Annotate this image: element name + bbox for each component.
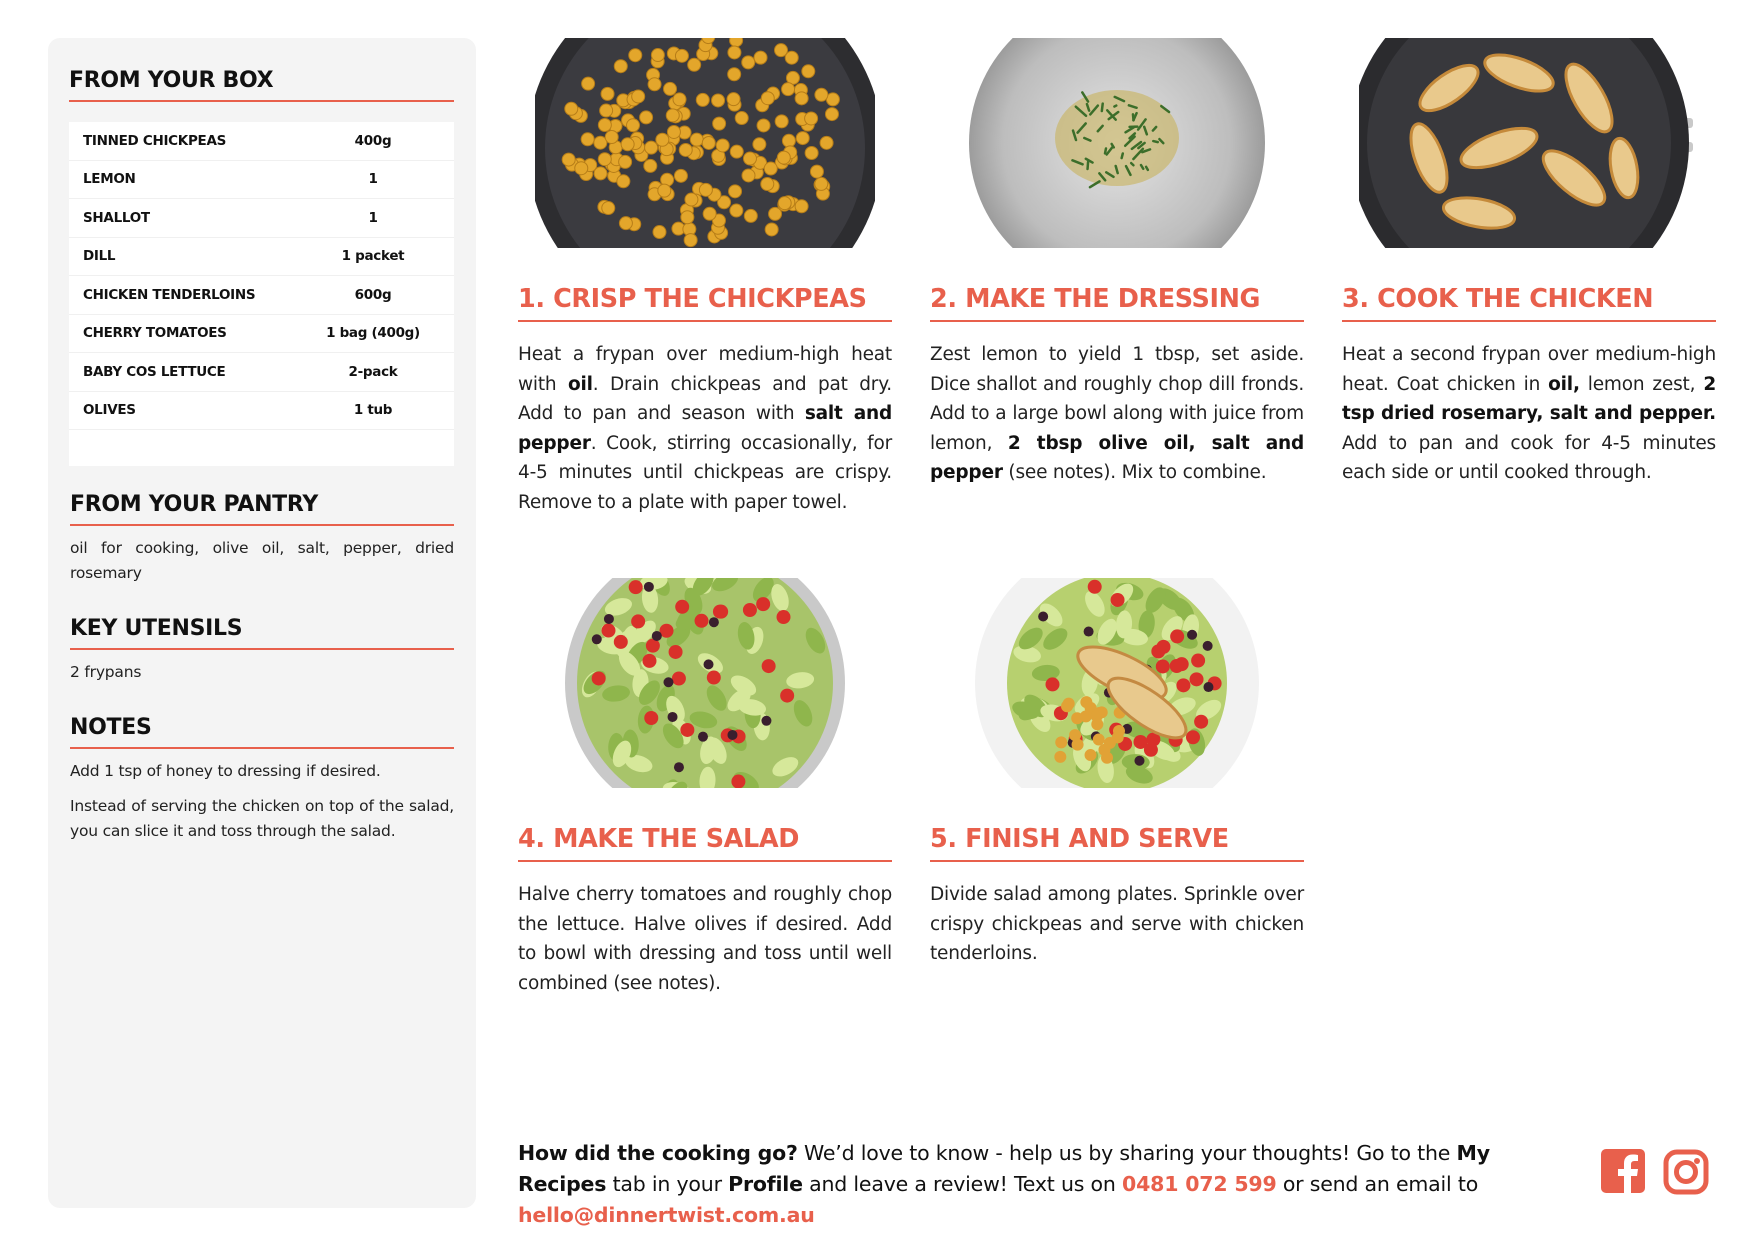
- step-4: [518, 578, 892, 998]
- ingredient-quantity: 1: [368, 171, 378, 188]
- ingredient-row: [69, 392, 454, 431]
- bold-text: oil: [567, 373, 593, 395]
- text-run: . Cook, stirring occasionally, for 4-5 minutes until chickpeas are crispy. Remove to a plate with paper towel.: [518, 432, 892, 513]
- ingredient-name: CHICKEN TENDERLOINS: [83, 286, 256, 303]
- feedback-footer: [518, 1138, 1568, 1231]
- text-run: Heat a frypan over medium-high heat with: [518, 344, 892, 395]
- ingredient-quantity: 1: [368, 209, 378, 226]
- step-5: [930, 578, 1304, 969]
- text-run: Heat a second frypan over medium-high heat. Coat chicken in: [1342, 344, 1716, 395]
- step-instructions: [930, 340, 1304, 488]
- ingredient-name: LEMON: [83, 171, 136, 188]
- ingredient-row: [69, 238, 454, 277]
- step-title: 3. COOK THE CHICKEN: [1342, 284, 1716, 322]
- notes-section: [69, 715, 454, 844]
- text-run: (see notes). Mix to combine.: [1002, 462, 1267, 483]
- ingredient-name: TINNED CHICKPEAS: [83, 132, 227, 149]
- ingredient-quantity: 1 tub: [353, 402, 393, 419]
- ingredient-name: SHALLOT: [83, 209, 150, 226]
- chicken-in-frypan-image: [1359, 38, 1699, 248]
- ingredient-name: BABY COS LETTUCE: [83, 363, 226, 380]
- ingredient-name: CHERRY TOMATOES: [83, 325, 227, 342]
- ingredient-name: OLIVES: [83, 402, 136, 419]
- step-title: 2. MAKE THE DRESSING: [930, 284, 1304, 322]
- ingredient-quantity: 1 packet: [341, 248, 405, 265]
- text-run: tab in your: [606, 1172, 729, 1196]
- step-3: [1342, 38, 1716, 488]
- ingredient-quantity: 1 bag (400g): [326, 325, 420, 342]
- step-instructions: [930, 880, 1304, 969]
- contact-link[interactable]: 0481 072 599: [1122, 1172, 1277, 1196]
- ingredient-row: [69, 122, 454, 161]
- bold-text: How did the cooking go?: [518, 1141, 798, 1165]
- pantry-text: oil for cooking, olive oil, salt, pepper, dried rosemary: [70, 539, 454, 582]
- text-run: and leave a review! Text us on: [802, 1172, 1122, 1196]
- ingredient-name: DILL: [83, 248, 116, 265]
- utensils-text: 2 frypans: [70, 663, 142, 681]
- chickpeas-in-frypan-image: [535, 38, 875, 248]
- text-run: Zest lemon to yield 1 tbsp, set aside. Dice shallot and roughly chop dill fronds. Add to a large bowl along with juice from lemon,: [930, 344, 1304, 454]
- from-your-pantry-heading: FROM YOUR PANTRY: [70, 492, 454, 526]
- step-title: 1. CRISP THE CHICKPEAS: [518, 284, 892, 322]
- contact-link[interactable]: hello@dinnertwist.com.au: [518, 1203, 815, 1227]
- ingredient-row: [69, 276, 454, 315]
- text-run: lemon zest,: [1579, 373, 1704, 395]
- text-run: Halve cherry tomatoes and roughly chop the lettuce. Halve olives if desired. Add to bowl with dressing and toss until well combined (see notes).: [518, 884, 892, 994]
- step-photo-plated: [930, 578, 1304, 788]
- bold-text: My Recipes: [518, 1141, 1490, 1196]
- step-photo-chicken: [1342, 38, 1716, 248]
- text-run: Divide salad among plates. Sprinkle over crispy chickpeas and serve with chicken tenderloins.: [930, 884, 1304, 964]
- facebook-icon[interactable]: [1600, 1148, 1646, 1194]
- step-photo-chickpeas: [518, 38, 892, 248]
- step-instructions: [518, 880, 892, 998]
- box-ingredients-table: [69, 122, 454, 466]
- note-item: Instead of serving the chicken on top of the salad, you can slice it and toss through the salad.: [70, 797, 454, 840]
- ingredients-sidebar: [48, 38, 476, 1208]
- ingredient-row: [69, 199, 454, 238]
- bold-text: oil,: [1548, 373, 1580, 395]
- ingredient-quantity: 400g: [354, 132, 392, 149]
- text-run: . Drain chickpeas and pat dry. Add to pan and season with: [518, 373, 892, 424]
- text-run: Add to pan and cook for 4-5 minutes each side or until cooked through.: [1342, 432, 1716, 483]
- bold-text: 2 tsp dried rosemary, salt and pepper.: [1342, 373, 1717, 424]
- note-item: Add 1 tsp of honey to dressing if desired.: [70, 762, 381, 780]
- social-links: [1600, 1148, 1710, 1196]
- salad-in-bowl-image: [560, 578, 850, 788]
- ingredient-row: [69, 315, 454, 354]
- dressing-in-bowl-image: [967, 38, 1267, 248]
- text-run: or send an email to: [1276, 1172, 1479, 1196]
- notes-heading: NOTES: [70, 715, 454, 749]
- step-title: 4. MAKE THE SALAD: [518, 824, 892, 862]
- step-photo-dressing: [930, 38, 1304, 248]
- step-title: 5. FINISH AND SERVE: [930, 824, 1304, 862]
- utensils-section: [69, 616, 454, 685]
- step-instructions: [1342, 340, 1716, 488]
- instagram-icon[interactable]: [1662, 1148, 1710, 1196]
- ingredient-quantity: 600g: [354, 286, 392, 303]
- from-your-box-heading: FROM YOUR BOX: [69, 68, 454, 102]
- ingredient-row: [69, 161, 454, 200]
- step-1: [518, 38, 892, 517]
- ingredient-quantity: 2-pack: [348, 363, 398, 380]
- plated-salad-with-chicken-image: [972, 578, 1262, 788]
- bold-text: salt and pepper: [518, 403, 893, 454]
- step-instructions: [518, 340, 892, 517]
- step-2: [930, 38, 1304, 488]
- pantry-section: [69, 492, 454, 586]
- text-run: We’d love to know - help us by sharing your thoughts! Go to the: [797, 1141, 1457, 1165]
- step-photo-salad: [518, 578, 892, 788]
- ingredient-row: [69, 353, 454, 392]
- key-utensils-heading: KEY UTENSILS: [70, 616, 454, 650]
- bold-text: Profile: [728, 1172, 803, 1196]
- bold-text: 2 tbsp olive oil, salt and pepper: [930, 432, 1304, 483]
